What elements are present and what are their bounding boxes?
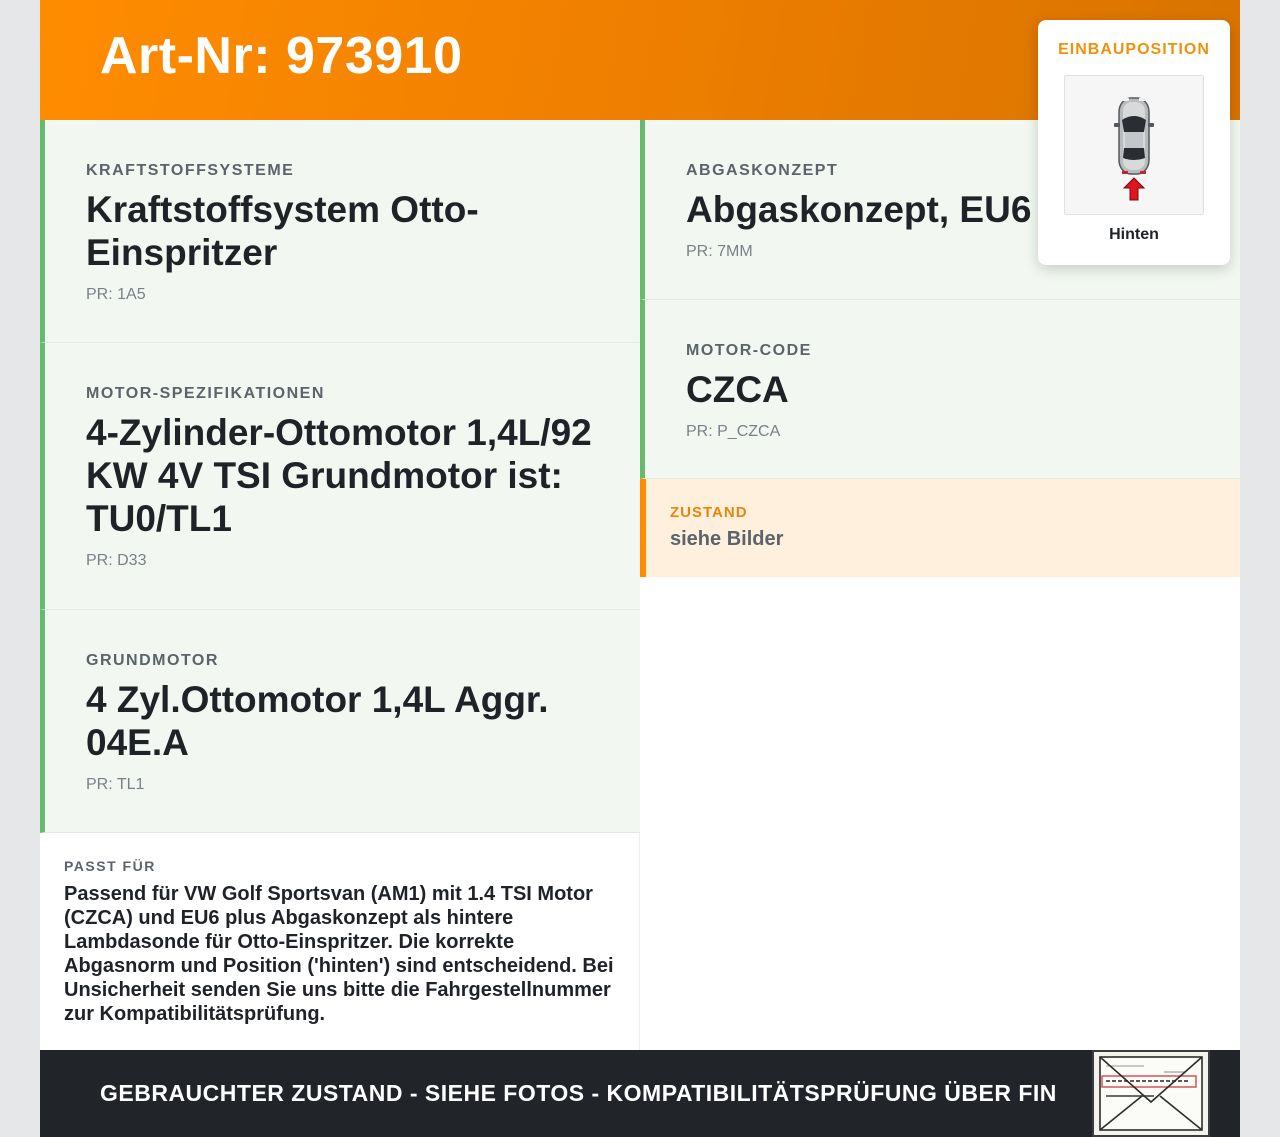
zustand-value: siehe Bilder <box>670 528 784 550</box>
passt-fuer-text: Passend für VW Golf Sportsvan (AM1) mit 1.4 TSI Motor (CZCA) und EU6 plus Abgaskonzept als hintere Lambdasonde für Otto-Einspritzer. Die korrekte Abgasnorm und Position ('hinten') sind entscheidend. Bei Unsicherheit senden Sie uns bitte die Fahrgestellnummer zur Kompatibilitätsprüfung. <box>64 883 614 1025</box>
product-page <box>40 0 1240 1137</box>
card-pr-code: PR: P_CZCA <box>686 423 781 440</box>
card-motor-spezifikationen <box>40 343 640 610</box>
card-label: ABGASKONZEPT <box>686 162 839 179</box>
einbauposition-value: Hinten <box>1109 226 1159 243</box>
article-number: Art-Nr: 973910 <box>100 27 463 85</box>
card-pr-code: PR: D33 <box>86 552 147 569</box>
zustand-box <box>640 479 1240 577</box>
card-value: CZCA <box>686 369 789 410</box>
card-label: KRAFTSTOFFSYSTEME <box>86 162 295 179</box>
card-label: MOTOR-CODE <box>686 342 812 359</box>
card-value: 4 Zyl.Ottomotor 1,4L Aggr. 04E.A <box>86 679 549 763</box>
card-pr-code: PR: 1A5 <box>86 286 146 303</box>
card-motor-code <box>640 300 1240 479</box>
card-kraftstoffsysteme <box>40 120 640 343</box>
card-label: MOTOR-SPEZIFIKATIONEN <box>86 385 325 402</box>
card-value: 4-Zylinder-Ottomotor 1,4L/92 KW 4V TSI Grundmotor ist: TU0/TL1 <box>86 412 592 539</box>
card-label: GRUNDMOTOR <box>86 652 219 669</box>
einbauposition-image <box>1064 75 1204 215</box>
card-pr-code: PR: 7MM <box>686 243 753 260</box>
footer-text: GEBRAUCHTER ZUSTAND - SIEHE FOTOS - KOMPATIBILITÄTSPRÜFUNG ÜBER FIN <box>100 1080 1057 1106</box>
card-value: Abgaskonzept, EU6 <box>686 189 1032 230</box>
passt-fuer-label: PASST FÜR <box>64 858 156 874</box>
einbauposition-label: EINBAUPOSITION <box>1058 41 1210 58</box>
card-value: Kraftstoffsystem Otto-Einspritzer <box>86 189 479 273</box>
card-grundmotor <box>40 610 640 833</box>
zustand-label: ZUSTAND <box>670 504 748 521</box>
car-rear-arrow-icon <box>1065 76 1203 214</box>
footer-bar <box>40 1050 1240 1137</box>
einbauposition-card <box>1038 20 1230 265</box>
card-pr-code: PR: TL1 <box>86 776 145 793</box>
passt-fuer-section <box>40 833 640 1050</box>
fin-document-envelope-icon[interactable] <box>1092 1050 1210 1137</box>
